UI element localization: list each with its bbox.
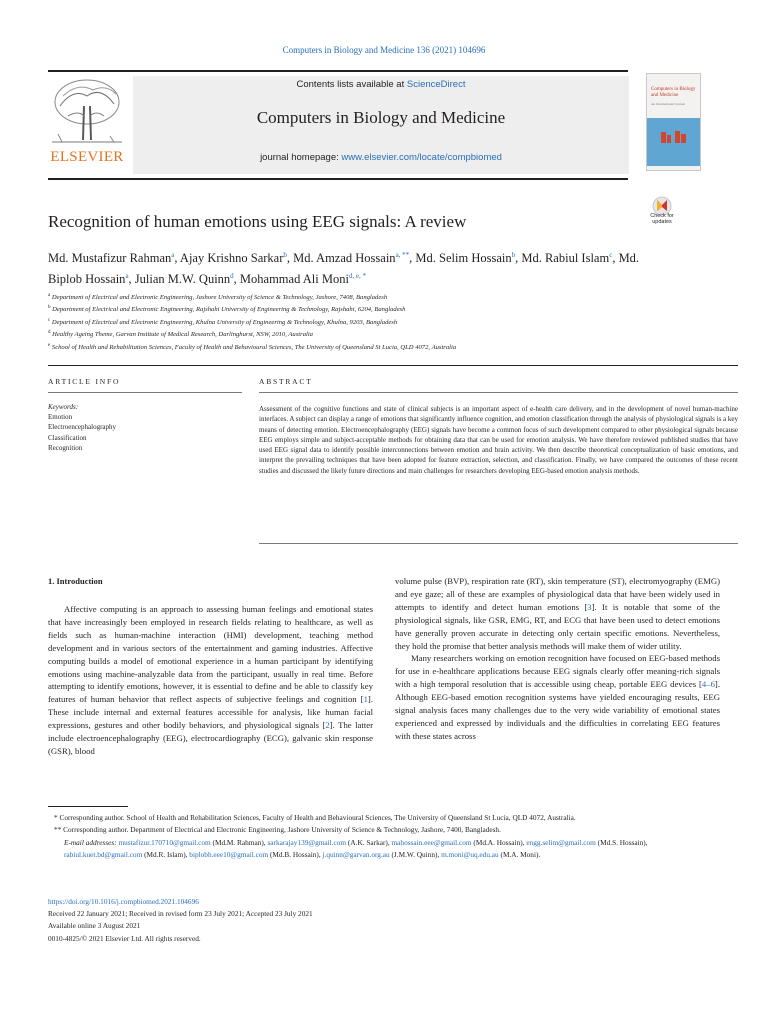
cover-title: Computers in Biology and Medicine	[651, 87, 696, 98]
keywords-label: Keywords:	[48, 403, 79, 411]
author[interactable]: Julian M.W. Quinn$^d$,	[134, 272, 240, 287]
affiliation: $^b$ Department of Electrical and Electronic Engineering, Rajshahi University of Engineering & Technology, Rajshahi, 6204, Bangladesh	[48, 305, 406, 314]
keyword: Electroencephalography	[48, 423, 117, 432]
contents-prefix: Contents lists available at	[296, 79, 407, 90]
email-link[interactable]: rabiul.kuet.bd@gmail.com	[64, 849, 143, 859]
keyword: Classification	[48, 433, 87, 442]
section-divider	[48, 365, 738, 366]
keywords-block	[48, 402, 242, 453]
homepage-line	[133, 152, 629, 163]
citation-link[interactable]: 1	[363, 694, 368, 705]
citation-link[interactable]: 3	[587, 601, 592, 612]
doi-link[interactable]: https://doi.org/10.1016/j.compbiomed.2021.104696	[48, 897, 199, 906]
journal-title: Computers in Biology and Medicine	[256, 108, 506, 127]
body-column-right	[395, 575, 720, 743]
footnote-emails: E-mail addresses: mustafizur.170710@gmail.com (Md.M. Rahman), sarkarajay139@gmail.com (A.K. Sarkar), mahossain.eee@gmail.com (Md.A. Hossain), engg.selim@gmail.com (Md.S. Hossain), rabiul.kuet.bd@gmail.com (Md.R. Islam), biplobh.eee10@gmail.com (Md.B. Hossain), j.quinn@garvan.org.au (J.M.W. Quinn), m.moni@uq.edu.au (M.A. Moni).	[64, 837, 648, 859]
section-heading-introduction: 1. Introduction	[48, 576, 103, 586]
affiliation: $^d$ Healthy Ageing Theme, Garvan Institute of Medical Research, Darlinghurst, NSW, 2010, Australia	[48, 330, 313, 339]
author[interactable]: Ajay Krishno Sarkar$^b$,	[179, 251, 294, 266]
abstract-text: Assessment of the cognitive functions and state of clinical subjects is an important aspect of e-health care delivery, and in the development of novel human-machine interfaces. A subject can display a range of emotions that significantly influence cognition, and emotion classification through the analysis of physiological signals is a key means of detecting emotion. Electroencephalography (EEG) signals have become a common focus of such development compared to other physiological signals because EEG employs simple and subject-acceptable methods for obtaining data that can be used for emotion analysis. We have therefore reviewed published studies that have used EEG signal data to identify possible interconnections between emotion and brain activity. We then describe theoretical conceptualization of basic emotions, and interpret the prevailing techniques that have been adopted for feature extraction, selection, and classification. Finally, we have compared the outcomes of these recent studies and discussed the likely future directions and main challenges for researchers developing EEG-based emotion analysis methods.	[259, 405, 738, 475]
header-rule-top	[48, 70, 628, 72]
email-link[interactable]: sarkarajay139@gmail.com	[267, 837, 347, 847]
affiliation: $^e$ School of Health and Rehabilitation Sciences, Faculty of Health and Behavioural Sciences, The University of Queensland St Lucia, QLD 4072, Australia	[48, 342, 457, 351]
email-link[interactable]: j.quinn@garvan.org.au	[322, 849, 390, 859]
homepage-label: journal homepage:	[260, 152, 342, 163]
contents-line	[133, 79, 629, 90]
author[interactable]: Md. Selim Hossain$^b$,	[415, 251, 522, 266]
article-info-rule	[48, 392, 242, 393]
abstract-rule	[259, 392, 738, 393]
email-link[interactable]: mustafizur.170710@gmail.com	[118, 837, 211, 847]
available-online: Available online 3 August 2021	[48, 921, 141, 931]
homepage-link[interactable]: www.elsevier.com/locate/compbiomed	[341, 152, 502, 163]
citation-link[interactable]: 2	[325, 720, 330, 731]
header-rule-bottom	[48, 178, 628, 180]
abstract-rule-bottom	[259, 543, 738, 544]
body-column-left: Affective computing is an approach to assessing human feelings and emotional states that have increasingly been employed in research fields relating to healthcare, as well as fields such as human-machine interaction (HMI) development, teaching method development and in various sectors of the entertainment and gaming industries. Affective computing builds a model of emotional experience in a human participant by identifying emotions using machine-analyzable data from the participant, usually in real time. Before attempting to identify emotions, however, it is essential to define and be able to classify key features of human behavior that reflect aspects of subjective feelings and cognition [1]. These include internal and external features accessible for analysis, like human facial expressions, gestures and other bodily behaviors, and physiological signals [2]. The latter include electroencephalography (EEG), electrocardiography (ECG), galvanic skin response (GSR), blood	[48, 604, 373, 756]
publication-info	[48, 896, 720, 945]
elsevier-wordmark: ELSEVIER	[50, 149, 124, 165]
copyright: 0010-4825/© 2021 Elsevier Ltd. All rights reserved.	[48, 933, 201, 943]
author[interactable]: Mohammad Ali Moni$^{d, e, *}$	[239, 272, 367, 287]
keyword: Recognition	[48, 443, 83, 452]
affiliation: $^c$ Department of Electrical and Electronic Engineering, Khulna University of Engineering & Technology, Khulna, 9203, Bangladesh	[48, 317, 398, 326]
citation-link[interactable]: 4–6	[701, 679, 715, 690]
cover-graphic-icon	[660, 130, 688, 144]
received-dates: Received 22 January 2021; Received in revised form 23 July 2021; Accepted 23 July 2021	[48, 909, 313, 919]
footnote-corresponding-1: * Corresponding author. School of Health and Rehabilitation Sciences, Faculty of Health and Behavioural Sciences, The University of Queensland St Lucia, QLD 4072, Australia.	[54, 813, 576, 822]
paragraph: Many researchers working on emotion recognition have focused on EEG-based methods for use in e-healthcare applications because EEG signals clearly offer meaning-rich signals with a high temporal resolution that is accessible using cheap, portable EEG devices [4–6]. Although EEG-based emotion recognition systems have yielded encouraging results, EEG signal analysis faces many challenges due to the very wide variability of emotional states experienced and expressed by individuals and the difficulties in correlating EEG features with these states across	[395, 653, 720, 741]
footnote-rule	[48, 806, 128, 807]
abstract-heading: ABSTRACT	[259, 377, 313, 386]
author-list	[48, 246, 648, 288]
email-link[interactable]: mahossain.eee@gmail.com	[391, 837, 472, 847]
article-title: Recognition of human emotions using EEG signals: A review	[48, 212, 467, 231]
email-link[interactable]: biplobh.eee10@gmail.com	[189, 849, 269, 859]
check-for-updates-label[interactable]: Check for updates	[650, 213, 674, 226]
paragraph: volume pulse (BVP), respiration rate (RT), skin temperature (ST), electromyography (EMG) and eye gaze; all of these are examples of physiological data that have been widely used in attempts to identify and detect human emotions [3]. It is notable that some of the physiological signals, like GSR, EMG, RT, and ECG that have been used to detect emotions have generally proven accurate in detecting only certain specific emotions. Nevertheless, they hold the promise that better analysis methods will make them of wider utility.	[395, 576, 720, 651]
author[interactable]: Md. Mustafizur Rahman$^a$,	[48, 251, 180, 266]
sciencedirect-link[interactable]: ScienceDirect	[406, 79, 466, 90]
affiliation: $^a$ Department of Electrical and Electronic Engineering, Jashore University of Science & Technology, Jashore, 7408, Bangladesh	[48, 293, 388, 302]
affiliation-list	[48, 291, 738, 353]
keyword: Emotion	[48, 413, 73, 422]
cover-subtitle: An International Journal	[651, 102, 686, 106]
author[interactable]: Md. Biplob Hossain$^a$,	[48, 251, 640, 287]
footnote-corresponding-2: ** Corresponding author. Department of Electrical and Electronic Engineering, Jashore University of Science & Technology, Jashore, 7400, Bangladesh.	[54, 825, 501, 835]
author[interactable]: Md. Rabiul Islam$^c$,	[521, 251, 619, 266]
email-link[interactable]: engg.selim@gmail.com	[526, 837, 596, 847]
journal-reference[interactable]: Computers in Biology and Medicine 136 (2021) 104696	[282, 45, 486, 55]
footnotes	[48, 812, 720, 861]
article-info-heading: ARTICLE INFO	[48, 377, 121, 386]
author[interactable]: Md. Amzad Hossain$^{a, **}$,	[293, 251, 416, 266]
email-link[interactable]: m.moni@uq.edu.au	[441, 849, 499, 859]
